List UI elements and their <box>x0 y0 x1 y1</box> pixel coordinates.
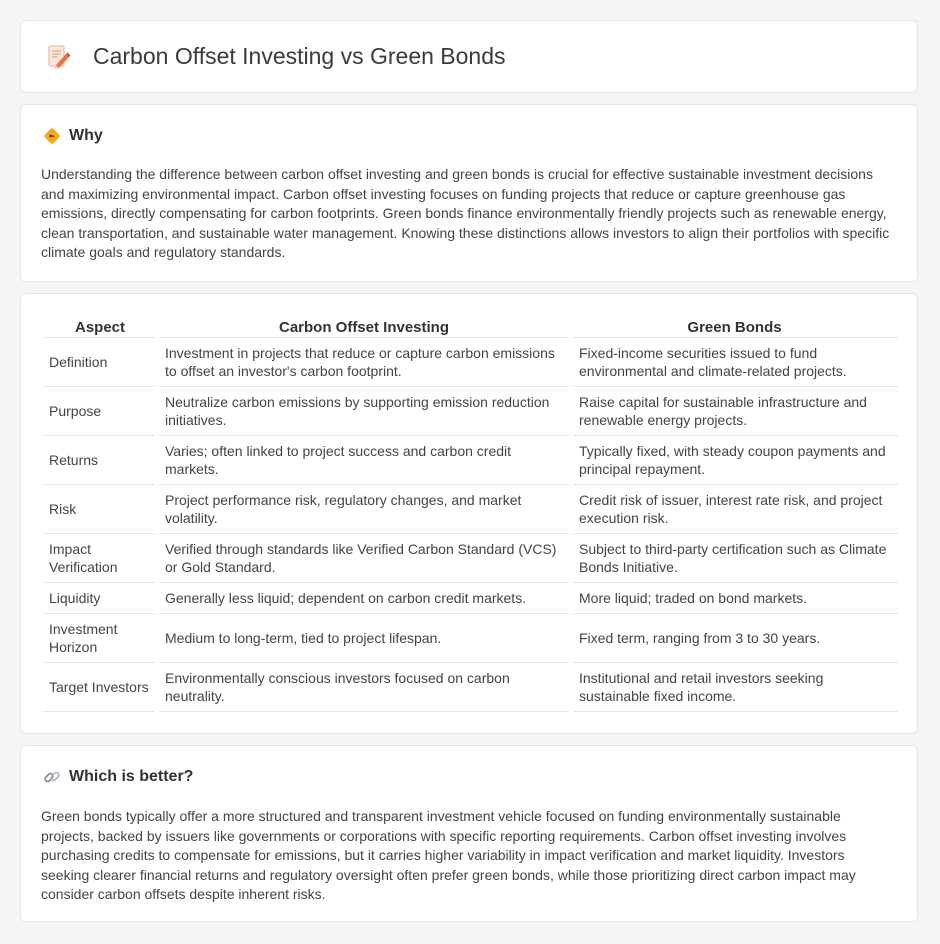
row-green: Fixed term, ranging from 3 to 30 years. <box>571 614 898 663</box>
row-carbon: Investment in projects that reduce or capture carbon emissions to offset an investor's carbon footprint. <box>157 338 571 387</box>
row-aspect: Target Investors <box>43 663 157 712</box>
comparison-section <box>20 293 918 734</box>
row-green: Raise capital for sustainable infrastructure and renewable energy projects. <box>571 387 898 436</box>
table-row <box>43 534 898 583</box>
row-green: Institutional and retail investors seeking sustainable fixed income. <box>571 663 898 712</box>
table-row <box>43 387 898 436</box>
better-heading-row <box>43 768 193 786</box>
better-text: Green bonds typically offer a more structured and transparent investment vehicle focused on funding environmentally sustainable projects, backed by issuers like governments or corporations with specific reporting requirements. Carbon offset investing involves purchasing credits to compensate for emissions, but it carries higher variability in impact verification and market liquidity. Investors seeking clearer financial returns and regulatory oversight often prefer green bonds, while those prioritizing direct carbon impact may consider carbon offsets despite inherent risks. <box>41 808 856 903</box>
link-icon <box>43 768 61 786</box>
header-green-bonds: Green Bonds <box>571 316 898 338</box>
diamond-sign-icon <box>43 127 61 145</box>
row-green: Typically fixed, with steady coupon payments and principal repayment. <box>571 436 898 485</box>
row-aspect: Risk <box>43 485 157 534</box>
table-row <box>43 436 898 485</box>
why-section <box>20 104 918 282</box>
row-aspect: Impact Verification <box>43 534 157 583</box>
table-row <box>43 614 898 663</box>
row-aspect: Investment Horizon <box>43 614 157 663</box>
table-header-row <box>43 316 898 338</box>
row-carbon: Environmentally conscious investors focused on carbon neutrality. <box>157 663 571 712</box>
header-aspect: Aspect <box>43 316 157 338</box>
document-pencil-icon <box>47 44 71 70</box>
row-carbon: Neutralize carbon emissions by supporting emission reduction initiatives. <box>157 387 571 436</box>
comparison-table <box>43 316 898 712</box>
row-aspect: Liquidity <box>43 583 157 614</box>
header-carbon-offset: Carbon Offset Investing <box>157 316 571 338</box>
why-heading-row <box>43 127 103 145</box>
row-aspect: Returns <box>43 436 157 485</box>
title-card <box>20 20 918 93</box>
which-is-better-section <box>20 745 918 922</box>
table-row <box>43 338 898 387</box>
row-green: Credit risk of issuer, interest rate risk, and project execution risk. <box>571 485 898 534</box>
table-row <box>43 663 898 712</box>
title-row <box>47 43 506 70</box>
why-heading: Why <box>69 127 103 144</box>
row-carbon: Generally less liquid; dependent on carbon credit markets. <box>157 583 571 614</box>
row-aspect: Definition <box>43 338 157 387</box>
table-row <box>43 485 898 534</box>
row-carbon: Varies; often linked to project success and carbon credit markets. <box>157 436 571 485</box>
row-carbon: Verified through standards like Verified Carbon Standard (VCS) or Gold Standard. <box>157 534 571 583</box>
page-title: Carbon Offset Investing vs Green Bonds <box>93 43 506 69</box>
table-row <box>43 583 898 614</box>
row-carbon: Medium to long-term, tied to project lifespan. <box>157 614 571 663</box>
row-green: Subject to third-party certification such as Climate Bonds Initiative. <box>571 534 898 583</box>
row-carbon: Project performance risk, regulatory changes, and market volatility. <box>157 485 571 534</box>
row-aspect: Purpose <box>43 387 157 436</box>
why-text: Understanding the difference between carbon offset investing and green bonds is crucial for effective sustainable investment decisions and maximizing environmental impact. Carbon offset investing focuses on funding projects that reduce or capture greenhouse gas emissions, directly compensating for carbon footprints. Green bonds finance environmentally friendly projects such as renewable energy, clean transportation, and sustainable water management. Knowing these distinctions allows investors to align their portfolios with specific climate goals and regulatory standards. <box>41 166 890 261</box>
row-green: More liquid; traded on bond markets. <box>571 583 898 614</box>
row-green: Fixed-income securities issued to fund environmental and climate-related projects. <box>571 338 898 387</box>
better-heading: Which is better? <box>69 768 194 785</box>
